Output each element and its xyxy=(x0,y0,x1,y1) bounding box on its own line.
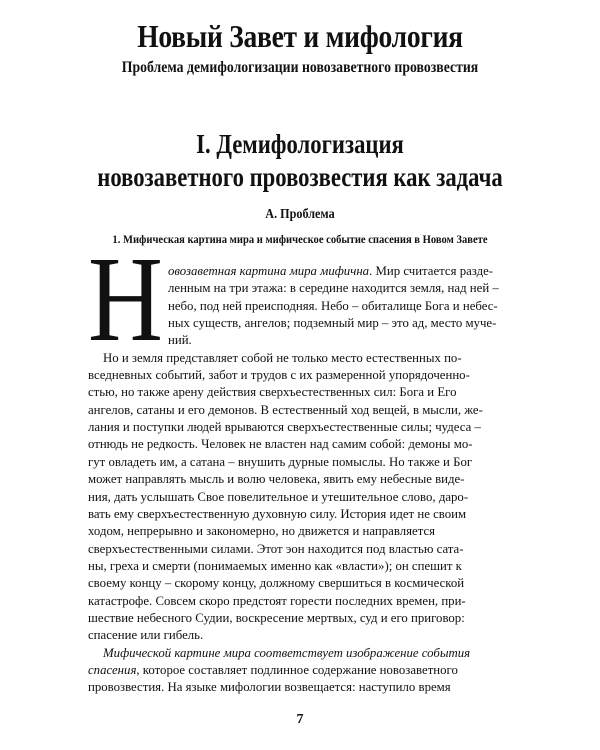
text-line: спасение или гибель. xyxy=(88,627,204,642)
italic-phrase: спасения xyxy=(88,662,137,677)
text-line: провозвестия. На языке мифологии возвещается: наступило время xyxy=(88,679,451,694)
chapter-title-line-1: I. Демифологизация xyxy=(196,129,404,159)
text-line: стью, но также арену действия сверхъестественных сил: Бога и Его xyxy=(88,384,457,399)
chapter-title xyxy=(48,128,552,194)
text-line: спасения, которое составляет подлинное содержание новозаветного xyxy=(88,662,458,677)
text-line: ангелов, сатаны и его демонов. В естественный ход вещей, в мысли, же- xyxy=(88,402,483,417)
italic-phrase: овозаветная картина мира мифична xyxy=(168,263,370,278)
text-line: вать ему сверхъестественную духовную силу. История идет не своим xyxy=(88,506,467,521)
text-line: ленным на три этажа: в середине находится земля, над ней – xyxy=(168,280,499,295)
text-line: отнюдь не редкость. Человек не властен над самим собой: демоны мо- xyxy=(88,436,473,451)
text-line: шествие небесного Судии, воскресение мертвых, суд и его приговор: xyxy=(88,610,465,625)
text-line: ны, греха и смерти (понимаемых именно как «власти»); он спешит к xyxy=(88,558,462,573)
drop-cap: Н xyxy=(88,232,163,367)
page-number: 7 xyxy=(296,712,304,727)
text-line: своему концу – скорому концу, должному свершиться в космической xyxy=(88,575,465,590)
text-line: ний. xyxy=(168,332,192,347)
book-title: Новый Завет и мифология xyxy=(137,18,463,54)
text-line: ных существ, ангелов; подземный мир – это ад, место мучe- xyxy=(168,315,497,330)
book-subtitle: Проблема демифологизации новозаветного провозвестия xyxy=(121,59,479,76)
text-line: вседневных событий, забот и трудов с их размеренной упорядоченно- xyxy=(88,367,470,382)
text-line: овозаветная картина мира мифична. Мир считается разде- xyxy=(168,263,494,278)
text-line: лания и поступки людей врываются сверхъестественные силы; чудеса – xyxy=(88,419,481,434)
text-line: сверхъестественными силами. Этот эон находится под властью сата- xyxy=(88,541,464,556)
subsection-title: 1. Мифическая картина мира и мифическое событие спасения в Новом Завете xyxy=(112,232,488,246)
chapter-title-line-2: новозаветного провозвестия как задача xyxy=(97,162,503,192)
text-line: может направлять мысль и волю человека, явить ему небесные виде- xyxy=(88,471,465,486)
text-line xyxy=(103,644,470,662)
italic-phrase: Мифической картине мира соответствует изображение события xyxy=(103,645,471,660)
text-line: катастрофе. Совсем скоро предстоят горести последних времен, при- xyxy=(88,593,466,608)
text-line: ходом, непрерывно и закономерно, но движется и направляется xyxy=(88,523,436,538)
text-line: ния, дать услышать Свое повелительное и утешительное слово, даро- xyxy=(88,489,469,504)
text-line: Но и земля представляет собой не только место естественных по- xyxy=(103,350,462,365)
text-line: небо, под ней преисподняя. Небо – обиталище Бога и небес- xyxy=(168,298,498,313)
text-line: гут овладеть им, а сатана – внушить дурные помыслы. Но также и Бог xyxy=(88,454,473,469)
section-title: А. Проблема xyxy=(265,206,335,221)
